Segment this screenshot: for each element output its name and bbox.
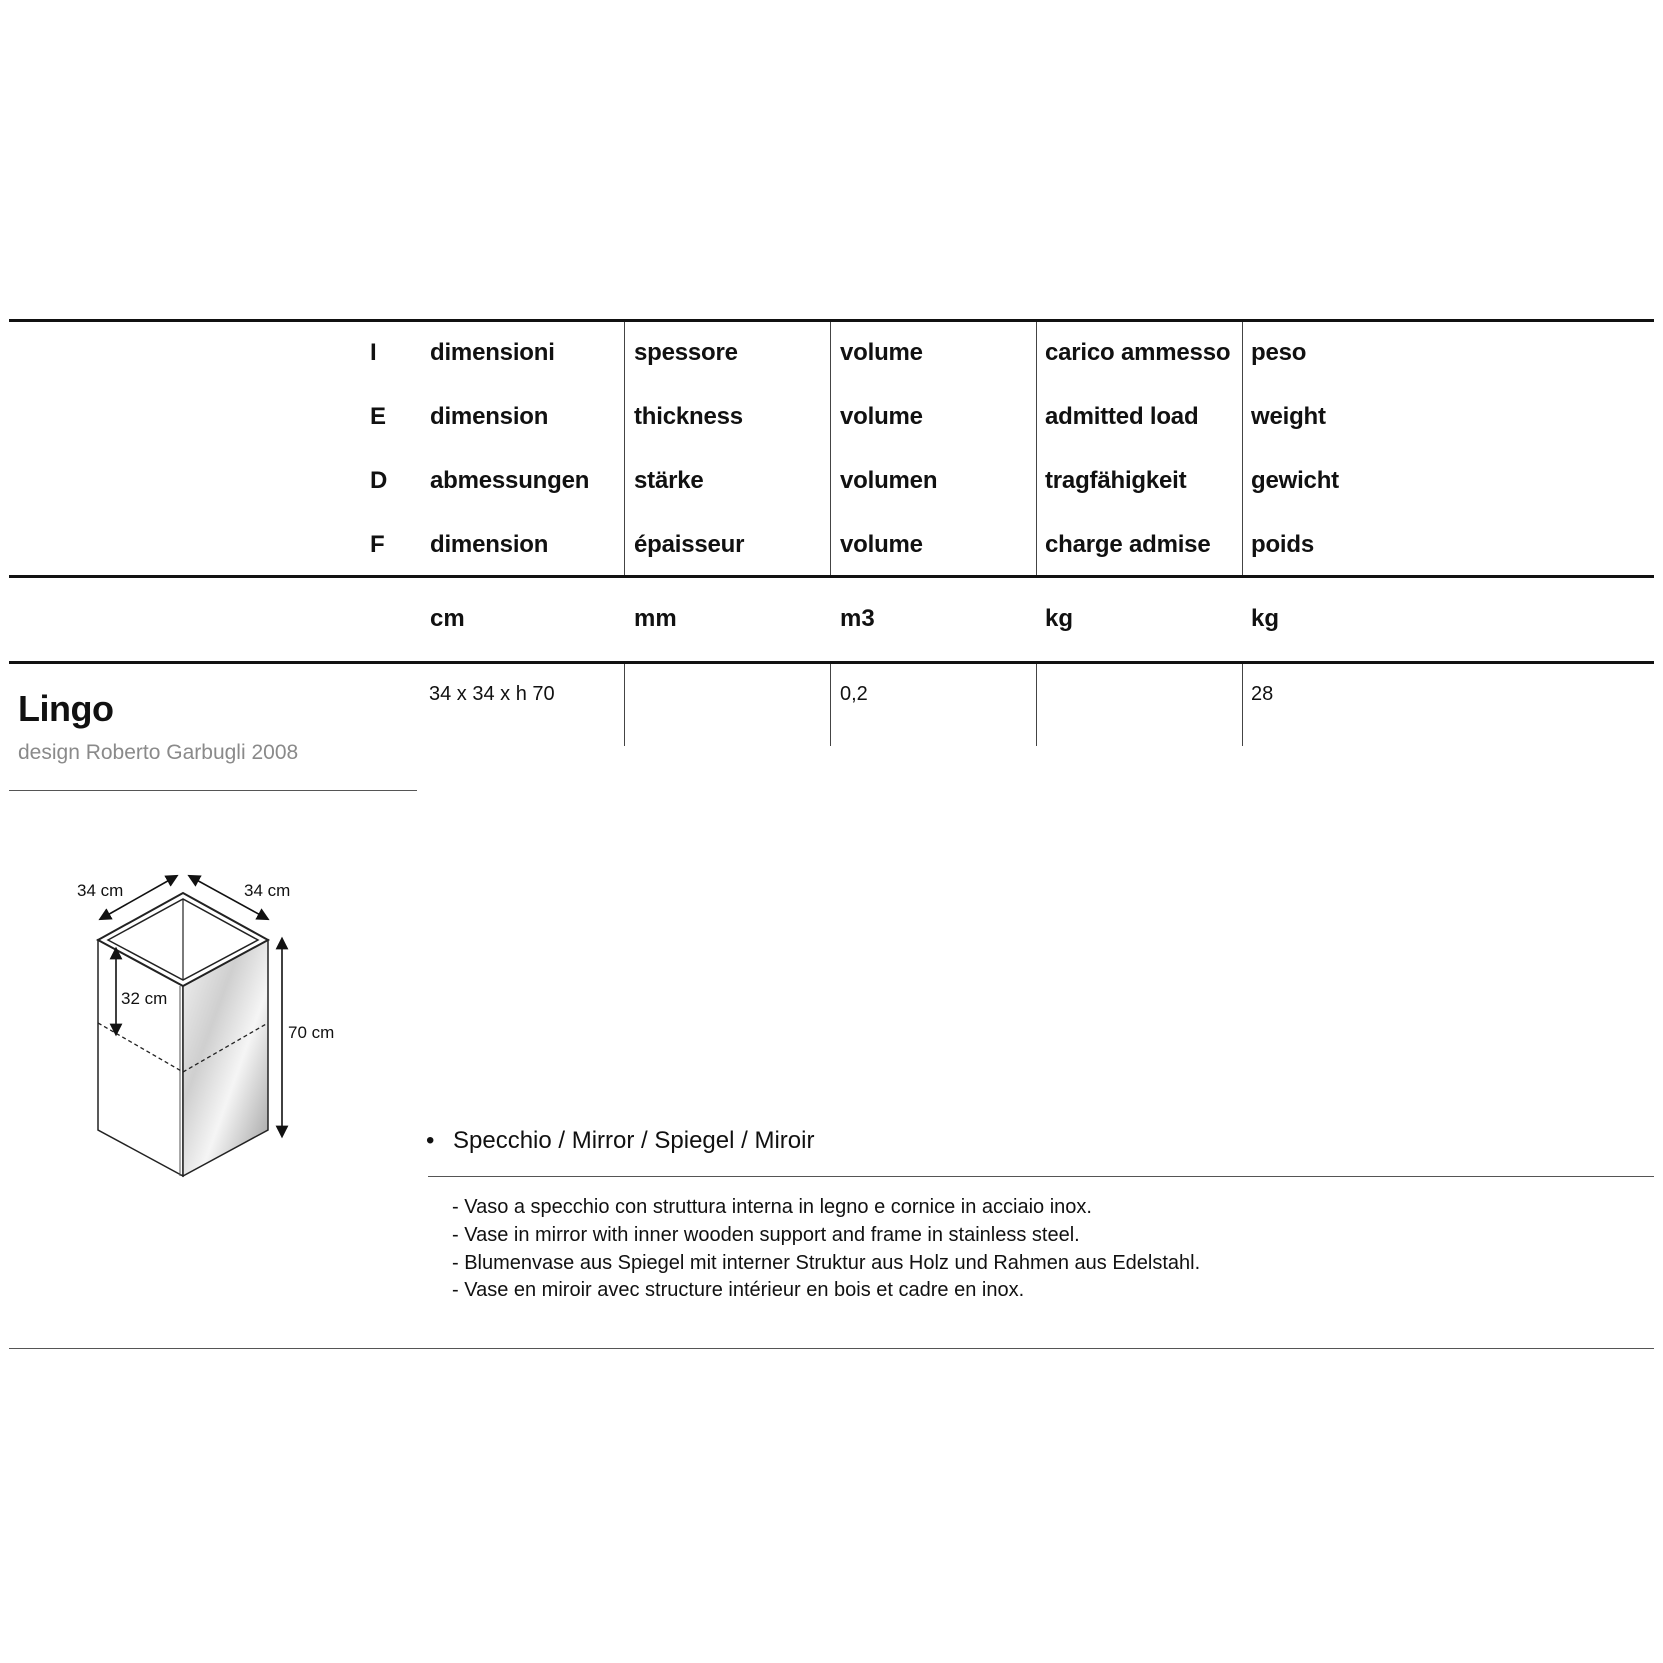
column-divider xyxy=(1036,664,1037,746)
product-designer: design Roberto Garbugli 2008 xyxy=(18,741,299,764)
unit-dimensions: cm xyxy=(430,605,465,632)
unit-weight: kg xyxy=(1251,605,1280,632)
header-dimensions: dimensioni xyxy=(430,339,555,366)
column-divider xyxy=(624,664,625,746)
header-volume: volumen xyxy=(840,467,938,494)
column-divider xyxy=(1036,322,1037,575)
product-title: Lingo xyxy=(18,688,114,729)
header-dimensions: dimension xyxy=(430,531,549,558)
header-thickness: stärke xyxy=(634,467,704,494)
header-load: admitted load xyxy=(1045,403,1199,430)
width-label-left: 34 cm xyxy=(77,881,124,900)
header-volume: volume xyxy=(840,339,923,366)
title-underline xyxy=(9,790,417,791)
material-label: Specchio / Mirror / Spiegel / Miroir xyxy=(453,1127,815,1154)
height-label: 70 cm xyxy=(288,1023,335,1042)
header-weight: gewicht xyxy=(1251,467,1339,494)
header-dimensions: abmessungen xyxy=(430,467,590,494)
table-top-rule xyxy=(9,319,1654,322)
description-german: - Blumenvase aus Spiegel mit interner Struktur aus Holz und Rahmen aus Edelstahl. xyxy=(452,1252,1201,1274)
header-thickness: spessore xyxy=(634,339,738,366)
language-code: E xyxy=(370,403,387,430)
header-load: charge admise xyxy=(1045,531,1211,558)
inner-depth-label: 32 cm xyxy=(121,989,168,1008)
language-code: I xyxy=(370,339,377,366)
value-weight: 28 xyxy=(1251,683,1274,705)
column-divider xyxy=(1242,664,1243,746)
width-label-right: 34 cm xyxy=(244,881,291,900)
header-weight: poids xyxy=(1251,531,1314,558)
header-volume: volume xyxy=(840,531,923,558)
vase-technical-drawing xyxy=(60,860,360,1190)
unit-load: kg xyxy=(1045,605,1074,632)
header-load: tragfähigkeit xyxy=(1045,467,1187,494)
bottom-rule xyxy=(9,1348,1654,1349)
language-code: F xyxy=(370,531,385,558)
column-divider xyxy=(624,322,625,575)
column-divider xyxy=(1242,322,1243,575)
material-bullet: • xyxy=(426,1127,435,1154)
table-header-rule xyxy=(9,575,1654,578)
material-rule xyxy=(428,1176,1654,1177)
header-thickness: épaisseur xyxy=(634,531,745,558)
header-dimensions: dimension xyxy=(430,403,549,430)
header-volume: volume xyxy=(840,403,923,430)
header-weight: peso xyxy=(1251,339,1307,366)
column-divider xyxy=(830,664,831,746)
value-dimensions: 34 x 34 x h 70 xyxy=(429,683,555,705)
unit-volume: m3 xyxy=(840,605,875,632)
language-code: D xyxy=(370,467,388,494)
header-weight: weight xyxy=(1251,403,1326,430)
unit-thickness: mm xyxy=(634,605,677,632)
value-volume: 0,2 xyxy=(840,683,868,705)
description-italian: - Vaso a specchio con struttura interna in legno e cornice in acciaio inox. xyxy=(452,1196,1092,1218)
description-english: - Vase in mirror with inner wooden support and frame in stainless steel. xyxy=(452,1224,1080,1246)
column-divider xyxy=(830,322,831,575)
description-french: - Vase en miroir avec structure intérieur en bois et cadre en inox. xyxy=(452,1279,1025,1301)
header-thickness: thickness xyxy=(634,403,743,430)
table-units-rule xyxy=(9,661,1654,664)
header-load: carico ammesso xyxy=(1045,339,1231,366)
